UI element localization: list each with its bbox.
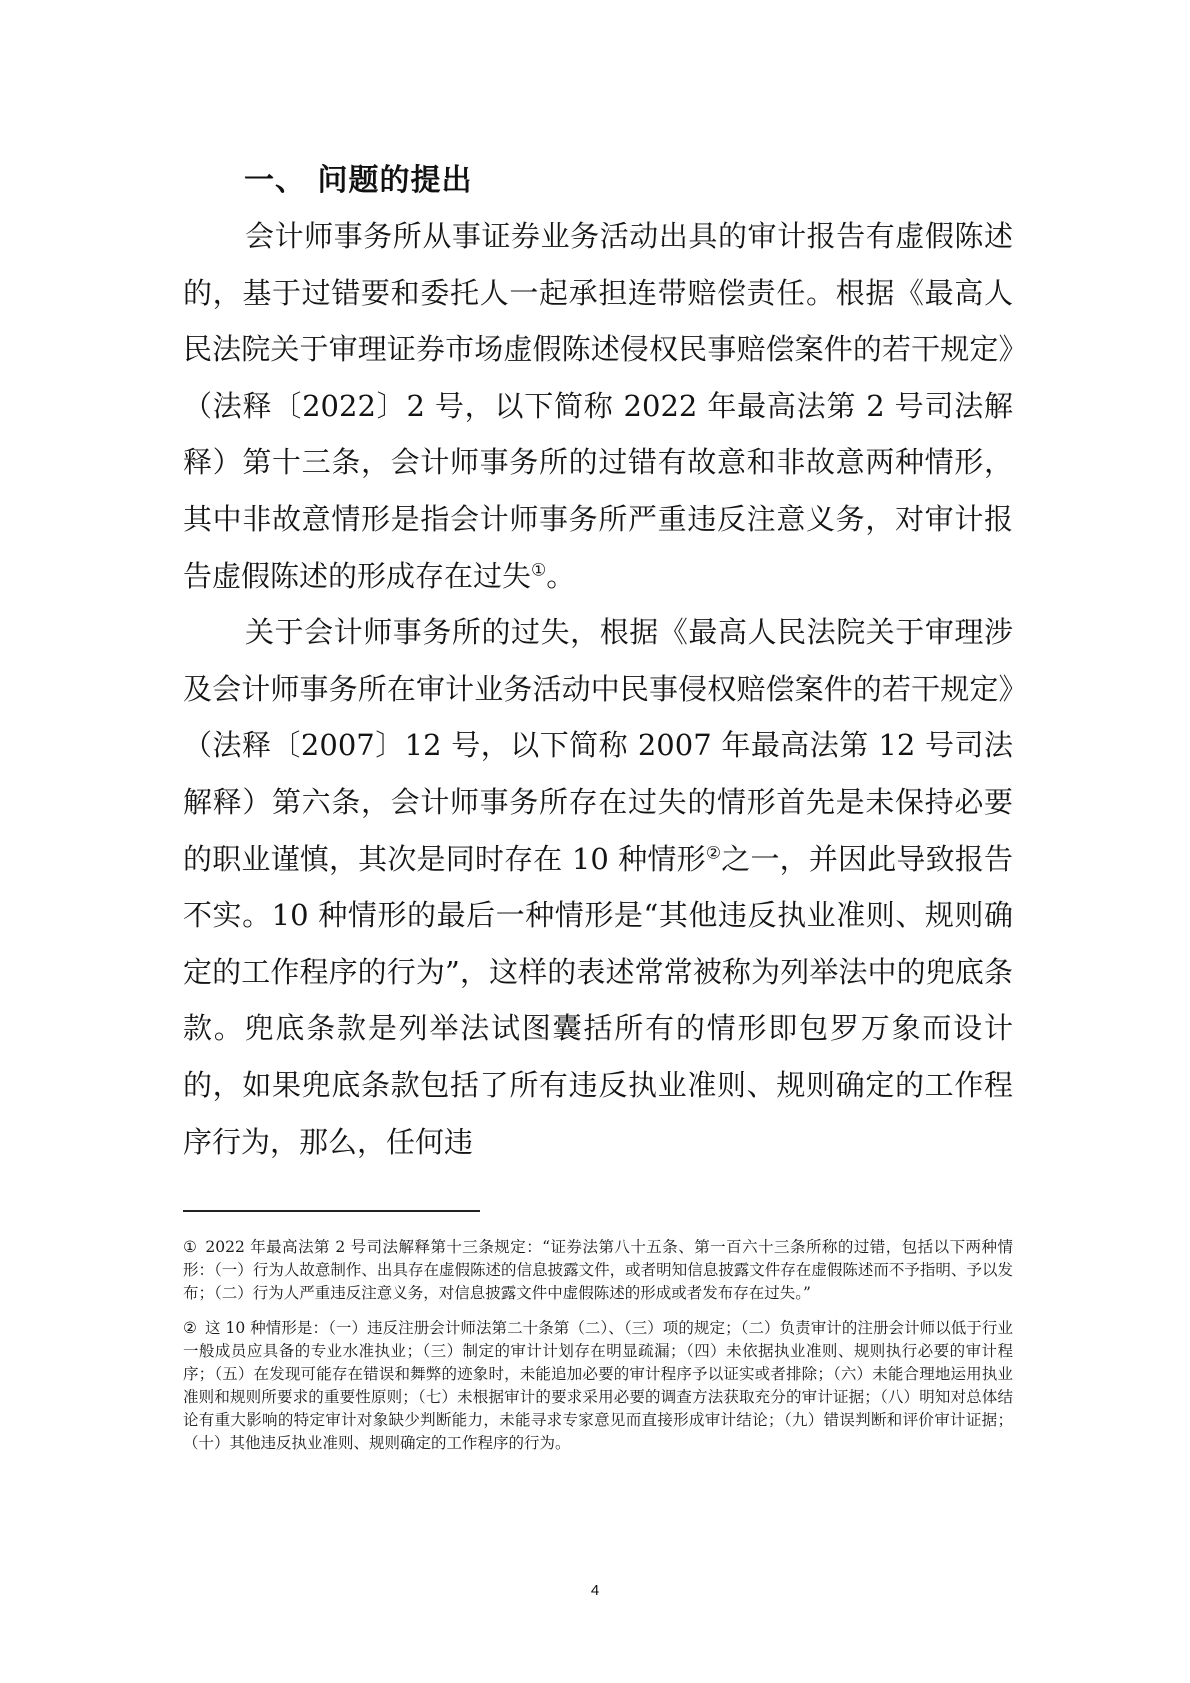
paragraph-1-text: 会计师事务所从事证券业务活动出具的审计报告有虚假陈述的，基于过错要和委托人一起承担连带赔偿责任。根据《最高人民法院关于审理证券市场虚假陈述侵权民事赔偿案件的若干规定》（法释〔2022〕2 号，以下简称 2022 年最高法第 2 号司法解释）第十三条，会计师事务所的过错有故意和非故意两种情形，其中非故意情形是指会计师事务所严重违反注意义务，对审计报告虚假陈述的形成存在过失 [183,219,1013,593]
paragraph-2-text: 关于会计师事务所的过失，根据《最高人民法院关于审理涉及会计师事务所在审计业务活动中民事侵权赔偿案件的若干规定》（法释〔2007〕12 号，以下简称 2007 年最高法第 12 号司法解释）第六条，会计师事务所存在过失的情形首先是未保持必要的职业谨慎，其次是同时存在 10 种情形 [183,615,1013,876]
footnote-2 [183,1317,1013,1455]
body-text [183,208,1013,1170]
paragraph-2-end: 之一，并因此导致报告不实。10 种情形的最后一种情形是“其他违反执业准则、规则确定的工作程序的行为”，这样的表述常常被称为列举法中的兜底条款。兜底条款是列举法试图囊括所有的情形即包罗万象而设计的，如果兜底条款包括了所有违反执业准则、规则确定的工作程序行为，那么，任何违 [183,841,1013,1159]
footnote-1 [183,1236,1013,1305]
footnote-ref-1[interactable]: ① [531,559,547,580]
page-number: 4 [590,1582,600,1599]
paragraph-1 [183,208,1013,604]
footnote-2-mark: ② [183,1319,197,1337]
paragraph-2 [183,604,1013,1170]
footnote-1-text: 2022 年最高法第 2 号司法解释第十三条规定：“证券法第八十五条、第一百六十三条所称的过错，包括以下两种情形：（一）行为人故意制作、出具存在虚假陈述的信息披露文件，或者明知信息披露文件存在虚假陈述而不予指明、予以发布；（二）行为人严重违反注意义务，对信息披露文件中虚假陈述的形成或者发布存在过失。” [183,1238,1013,1302]
footnote-ref-2[interactable]: ② [705,842,722,863]
section-heading: 一、 问题的提出 [244,163,473,198]
footnotes [183,1236,1013,1467]
footnote-2-text: 这 10 种情形是：（一）违反注册会计师法第二十条第（二）、（三）项的规定；（二）负责审计的注册会计师以低于行业一般成员应具备的专业水准执业；（三）制定的审计计划存在明显疏漏；（四）未依据执业准则、规则执行必要的审计程序；（五）在发现可能存在错误和舞弊的迹象时，未能追加必要的审计程序予以证实或者排除；（六）未能合理地运用执业准则和规则所要求的重要性原则；（七）未根据审计的要求采用必要的调查方法获取充分的审计证据；（八）明知对总体结论有重大影响的特定审计对象缺少判断能力，未能寻求专家意见而直接形成审计结论；（九）错误判断和评价审计证据；（十）其他违反执业准则、规则确定的工作程序的行为。 [183,1319,1013,1452]
paragraph-1-end: 。 [546,558,576,593]
footnote-divider [183,1210,480,1212]
footnote-1-mark: ① [183,1238,198,1256]
